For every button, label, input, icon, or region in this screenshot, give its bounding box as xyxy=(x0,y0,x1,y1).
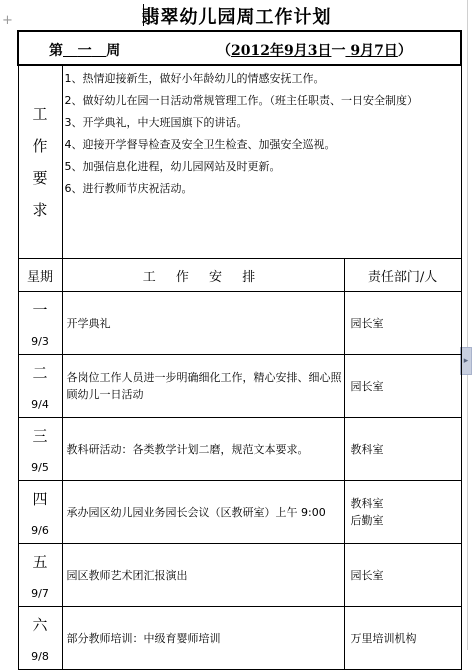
table-row xyxy=(18,292,461,355)
day-cell xyxy=(18,544,62,607)
table-row xyxy=(18,481,461,544)
day-name: 三 xyxy=(32,427,48,445)
dept-cell[interactable]: 万里培训机构 xyxy=(344,607,461,670)
requirement-item: 3、开学典礼，中大班国旗下的讲话。 xyxy=(64,116,248,129)
dept-cell[interactable]: 园长室 xyxy=(344,544,461,607)
requirement-item: 2、做好幼儿在园一日活动常规管理工作。（班主任职责、一日安全制度） xyxy=(64,94,418,107)
task-cell[interactable]: 开学典礼 xyxy=(62,292,344,355)
schedule-header-row xyxy=(18,259,461,292)
day-cell xyxy=(18,481,62,544)
header-dept: 责任部门/人 xyxy=(344,259,461,292)
document-title[interactable]: 翡翠幼儿园周工作计划 xyxy=(141,7,332,28)
week-date-range: （2012年9月3日一 9月7日） xyxy=(217,43,412,59)
dept-cell[interactable]: 园长室 xyxy=(344,292,461,355)
requirement-item: 4、迎接开学督导检查及安全卫生检查、加强安全巡视。 xyxy=(64,138,336,151)
requirements-list[interactable] xyxy=(62,65,461,259)
table-row xyxy=(18,544,461,607)
weekly-plan-table xyxy=(17,30,462,670)
dept-cell[interactable]: 教科室 xyxy=(344,418,461,481)
day-date: 9/4 xyxy=(31,398,49,411)
dept-cell[interactable]: 教科室 后勤室 xyxy=(344,481,461,544)
requirement-item: 1、热情迎接新生，做好小年龄幼儿的情感安抚工作。 xyxy=(64,72,325,85)
day-cell xyxy=(18,607,62,670)
page-edge xyxy=(467,0,468,650)
requirement-item: 5、加强信息化进程，幼儿园网站及时更新。 xyxy=(64,160,281,173)
table-row xyxy=(18,607,461,670)
day-name: 一 xyxy=(32,301,48,319)
day-name: 二 xyxy=(32,364,48,382)
paragraph-corner-mark: + xyxy=(2,13,13,28)
task-cell[interactable]: 部分教师培训：中级育婴师培训 xyxy=(62,607,344,670)
header-work: 工 作 安 排 xyxy=(62,259,344,292)
requirements-label: 工 作 要 求 xyxy=(18,65,62,259)
day-cell xyxy=(18,292,62,355)
task-cell[interactable]: 园区教师艺术团汇报演出 xyxy=(62,544,344,607)
scroll-marker-icon[interactable]: ▸ xyxy=(460,347,472,375)
day-date: 9/7 xyxy=(31,587,49,600)
header-day: 星期 xyxy=(18,259,62,292)
week-row xyxy=(18,31,461,65)
day-date: 9/3 xyxy=(31,335,49,348)
week-label: 第 一 周 xyxy=(49,43,121,59)
requirement-item: 6、进行教师节庆祝活动。 xyxy=(64,182,193,195)
day-cell xyxy=(18,355,62,418)
task-cell[interactable]: 教科研活动：各类教学计划二磨，规范文本要求。 xyxy=(62,418,344,481)
requirements-row xyxy=(18,65,461,259)
day-date: 9/5 xyxy=(31,461,49,474)
day-date: 9/8 xyxy=(31,650,49,663)
task-cell[interactable]: 各岗位工作人员进一步明确细化工作，精心安排、细心照顾幼儿一日活动 xyxy=(62,355,344,418)
day-date: 9/6 xyxy=(31,524,49,537)
dept-cell[interactable]: 园长室 xyxy=(344,355,461,418)
day-name: 五 xyxy=(32,553,48,571)
day-cell xyxy=(18,418,62,481)
week-cell[interactable] xyxy=(18,31,461,65)
day-name: 四 xyxy=(32,490,48,508)
day-name: 六 xyxy=(32,616,48,634)
table-row xyxy=(18,355,461,418)
task-cell[interactable]: 承办园区幼儿园业务园长会议（区教研室）上午 9:00 xyxy=(62,481,344,544)
table-row xyxy=(18,418,461,481)
